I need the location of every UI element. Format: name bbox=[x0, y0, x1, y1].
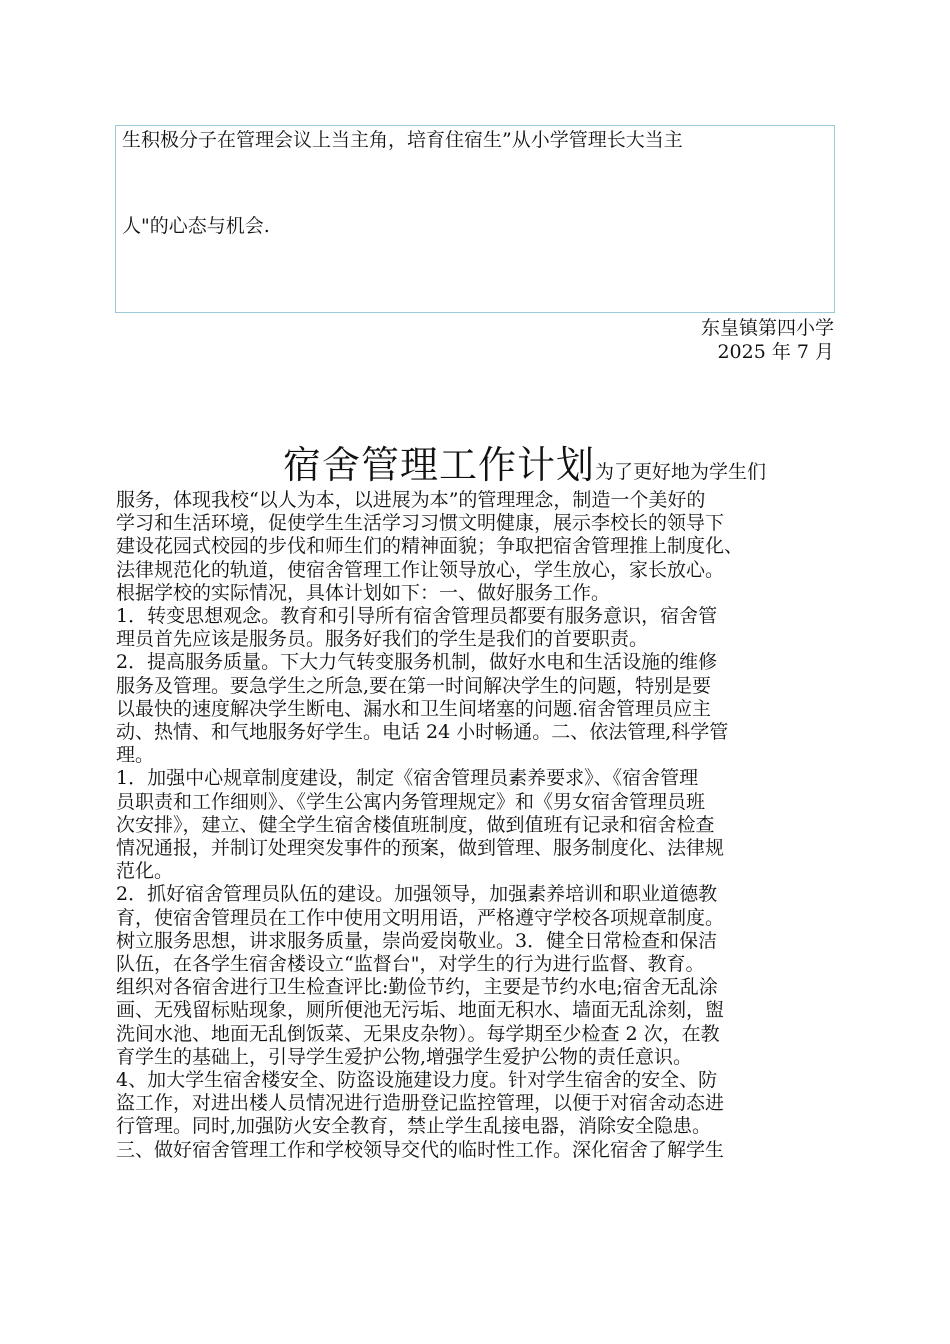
body-line: 4、加大学生宿舍楼安全、防盗设施建设力度。针对学生宿舍的安全、防 bbox=[116, 1069, 718, 1092]
body-line: 员职责和工作细则》、《学生公寓内务管理规定》和《男女宿舍管理员班 bbox=[116, 790, 706, 813]
body-line: 2．提高服务质量。下大力气转变服务机制，做好水电和生活设施的维修 bbox=[116, 651, 718, 674]
body-line: 次安排》，建立、健全学生宿舍楼值班制度，做到值班有记录和宿舍检查 bbox=[116, 813, 715, 836]
body-line: 组织对各宿舍进行卫生检查评比:勤俭节约，主要是节约水电;宿舍无乱涂 bbox=[116, 976, 718, 999]
body-line: 育学生的基础上，引导学生爱护公物,增强学生爱护公物的责任意识。 bbox=[116, 1045, 693, 1068]
document-body bbox=[116, 489, 836, 1162]
body-line: 盗工作，对进出楼人员情况进行造册登记监控管理，以便于对宿舍动态进 bbox=[116, 1092, 725, 1115]
body-line: 根据学校的实际情况，具体计划如下：一、做好服务工作。 bbox=[116, 581, 611, 604]
title-line bbox=[283, 441, 766, 489]
body-line: 建设花园式校园的步伐和师生们的精神面貌；争取把宿舍管理推上制度化、 bbox=[116, 535, 744, 558]
body-line: 树立服务思想，讲求服务质量，崇尚爱岗敬业。3．健全日常检查和保洁 bbox=[116, 929, 718, 952]
body-line: 服务，体现我校“以人为本，以进展为本”的管理理念，制造一个美好的 bbox=[116, 489, 706, 511]
body-line: 范化。 bbox=[116, 860, 174, 883]
signature-date: 2025 年 7 月 bbox=[717, 341, 834, 363]
box-text-line-2: 人"的心态与机会. bbox=[122, 215, 270, 237]
body-line: 三、做好宿舍管理工作和学校领导交代的临时性工作。深化宿舍了解学生 bbox=[116, 1138, 725, 1161]
body-line: 行管理。同时,加强防火安全教育，禁止学生乱接电器，消除安全隐患。 bbox=[116, 1115, 712, 1138]
body-line: 学习和生活环境，促使学生生活学习习惯文明健康，展示李校长的领导下 bbox=[116, 512, 725, 535]
body-line: 洗间水池、地面无乱倒饭菜、无果皮杂物）。每学期至少检查 2 次，在教 bbox=[116, 1022, 720, 1045]
box-text-line-1: 生积极分子在管理会议上当主角，培育住宿生”从小学管理长大当主 bbox=[122, 129, 683, 151]
school-name: 东皇镇第四小学 bbox=[700, 317, 834, 339]
body-line: 情况通报，并制订处理突发事件的预案，做到管理、服务制度化、法律规 bbox=[116, 837, 725, 860]
body-line: 理员首先应该是服务员。服务好我们的学生是我们的首要职责。 bbox=[116, 628, 649, 651]
bordered-text-box bbox=[115, 125, 835, 313]
body-line: 育，使宿舍管理员在工作中使用文明用语，严格遵守学校各项规章制度。 bbox=[116, 906, 725, 929]
body-line: 队伍，在各学生宿舍楼设立“监督台"，对学生的行为进行监督、教育。 bbox=[116, 953, 705, 976]
body-line: 服务及管理。要急学生之所急,要在第一时间解决学生的问题，特别是要 bbox=[116, 674, 712, 697]
body-line: 理。 bbox=[116, 744, 155, 767]
body-line: 2．抓好宿舍管理员队伍的建设。加强领导，加强素养培训和职业道德教 bbox=[116, 883, 718, 906]
document-title: 宿舍管理工作计划 bbox=[283, 443, 596, 487]
body-line: 1．加强中心规章制度建设，制定《宿舍管理员素养要求》、《宿舍管理 bbox=[116, 767, 699, 790]
body-line: 法律规范化的轨道，使宿舍管理工作让领导放心，学生放心，家长放心。 bbox=[116, 558, 725, 581]
signature-block bbox=[701, 316, 834, 364]
body-line: 1．转变思想观念。教育和引导所有宿舍管理员都要有服务意识，宿舍管 bbox=[116, 605, 718, 628]
body-line: 以最快的速度解决学生断电、漏水和卫生间堵塞的问题.宿舍管理员应主 bbox=[116, 697, 712, 720]
title-tail-text: 为了更好地为学生们 bbox=[595, 461, 767, 483]
body-line: 画、无残留标贴现象，厕所便池无污垢、地面无积水、墙面无乱涂刻，盥 bbox=[116, 999, 725, 1022]
body-line: 动、热情、和气地服务好学生。电话 24 小时畅通。二、依法管理,科学管 bbox=[116, 721, 729, 744]
